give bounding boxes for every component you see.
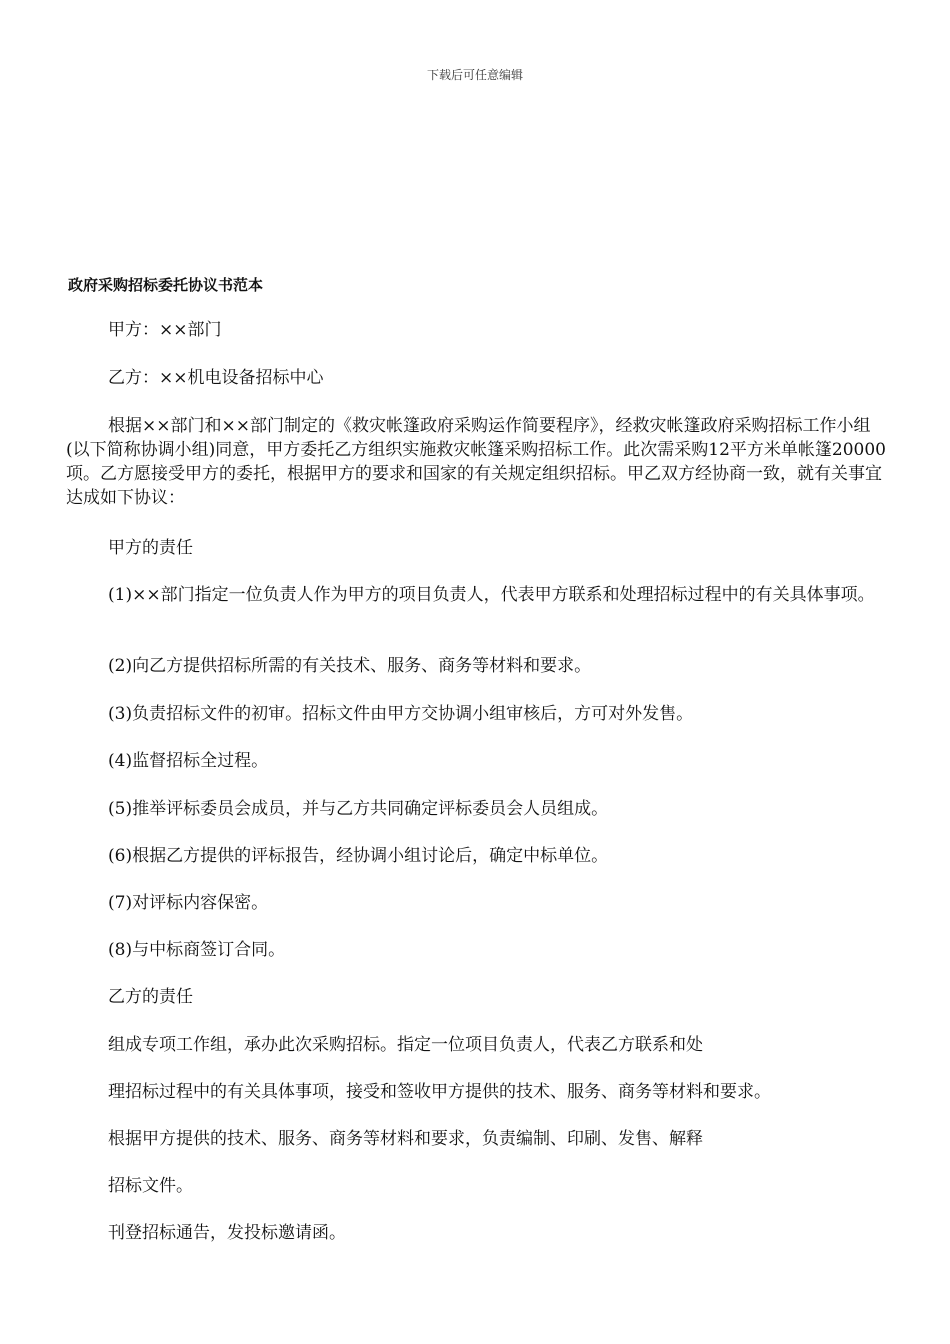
party-a-line: 甲方：××部门 xyxy=(108,320,222,340)
document-title: 政府采购招标委托协议书范本 xyxy=(68,276,264,294)
party-b-heading: 乙方的责任 xyxy=(108,987,193,1007)
party-a-item: (4)监督招标全过程。 xyxy=(108,751,269,771)
party-a-item: (5)推举评标委员会成员，并与乙方共同确定评标委员会人员组成。 xyxy=(108,799,609,819)
party-a-heading: 甲方的责任 xyxy=(108,538,193,558)
party-a-item: (7)对评标内容保密。 xyxy=(108,893,269,913)
party-a-item: (6)根据乙方提供的评标报告，经协调小组讨论后，确定中标单位。 xyxy=(108,846,609,866)
party-b-line: 根据甲方提供的技术、服务、商务等材料和要求，负责编制、印刷、发售、解释 xyxy=(108,1129,703,1149)
party-a-item: (8)与中标商签订合同。 xyxy=(108,940,286,960)
party-b-line: 乙方：××机电设备招标中心 xyxy=(108,368,324,388)
party-a-item: (1)××部门指定一位负责人作为甲方的项目负责人，代表甲方联系和处理招标过程中的有关具体事项。 xyxy=(108,585,875,605)
intro-paragraph: 根据××部门和××部门制定的《救灾帐篷政府采购运作简要程序》，经救灾帐篷政府采购招标工作小组(以下简称协调小组)同意，甲方委托乙方组织实施救灾帐篷采购招标工作。此次需采购12平方米单帐篷20000项。乙方愿接受甲方的委托，根据甲方的要求和国家的有关规定组织招标。甲乙双方经协商一致，就有关事宜达成如下协议： xyxy=(66,416,886,508)
party-b-line: 组成专项工作组，承办此次采购招标。指定一位项目负责人，代表乙方联系和处 xyxy=(108,1035,703,1055)
header-note: 下载后可任意编辑 xyxy=(426,68,523,82)
party-a-item: (2)向乙方提供招标所需的有关技术、服务、商务等材料和要求。 xyxy=(108,656,592,676)
party-b-line: 招标文件。 xyxy=(108,1176,193,1196)
party-b-line: 理招标过程中的有关具体事项，接受和签收甲方提供的技术、服务、商务等材料和要求。 xyxy=(108,1082,771,1102)
party-a-item: (3)负责招标文件的初审。招标文件由甲方交协调小组审核后，方可对外发售。 xyxy=(108,704,694,724)
party-b-line: 刊登招标通告，发投标邀请函。 xyxy=(108,1223,346,1243)
